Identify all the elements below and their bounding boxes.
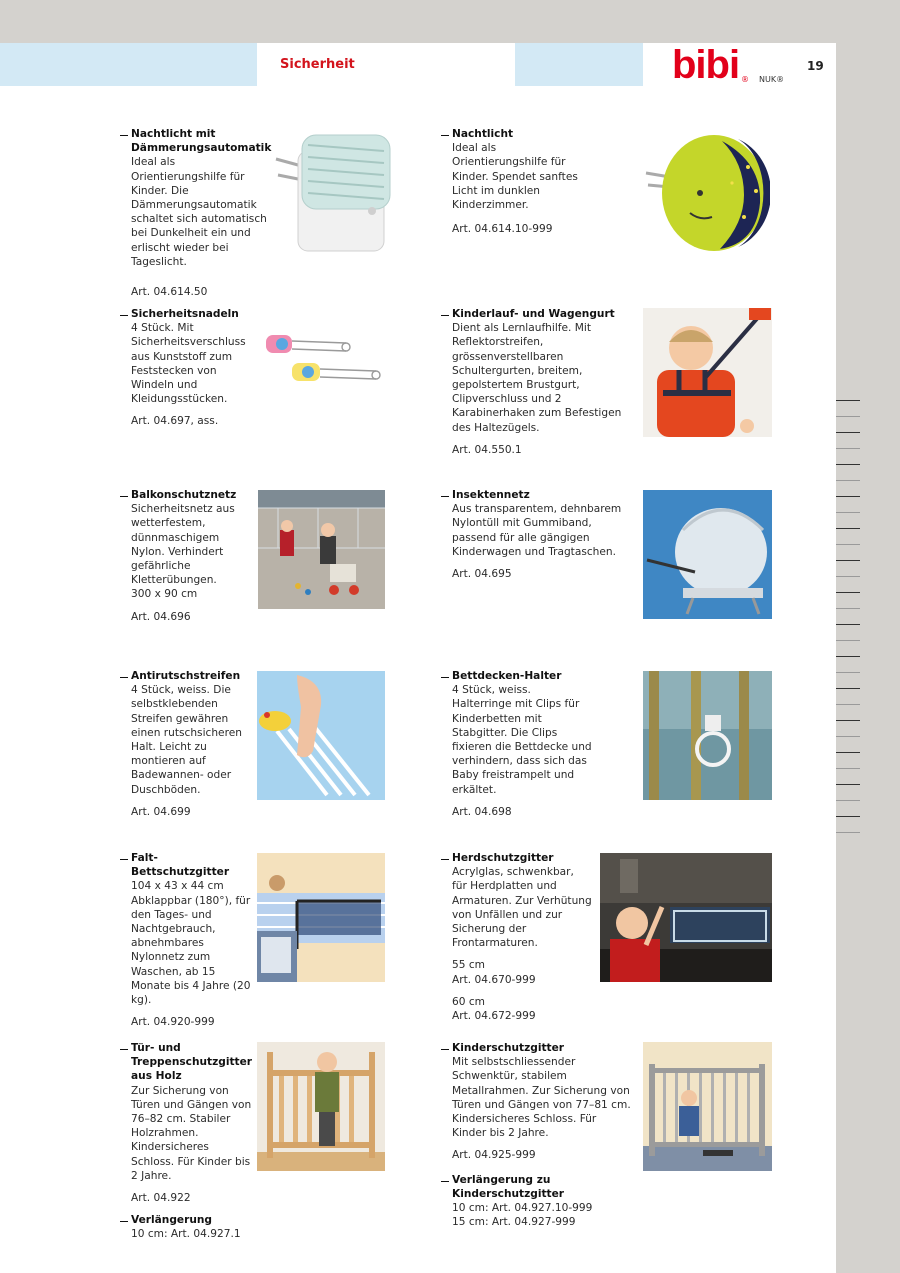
product-metal-gate xyxy=(452,1041,632,1229)
brand-reg: ® xyxy=(741,75,749,84)
product-desc: 104 x 43 x 44 cm Abklappbar (180°), für den Tages- und Nachtgebrauch, abnehmbares Nylonnetz zum Waschen, ab 15 Monate bis 4 Jahre (20 kg). xyxy=(131,880,251,1007)
extension-line: 10 cm: Art. 04.927.1 xyxy=(131,1228,241,1241)
product-title: Nachtlicht xyxy=(452,127,582,141)
product-art: Art. 04.614.10-999 xyxy=(452,223,553,236)
stove-guard-image xyxy=(600,853,772,982)
product-art: Art. 04.920-999 xyxy=(131,1016,215,1029)
extension-title: Verlängerung zu Kinderschutzgitter xyxy=(452,1173,632,1201)
product-art-2: Art. 04.672-999 xyxy=(452,1010,536,1023)
product-safety-pins xyxy=(131,307,251,429)
product-desc: 4 Stück, weiss. Die selbstklebenden Streifen gewähren einen rutschsicheren Halt. Leicht zu montieren auf Badewannen- oder Duschböden. xyxy=(131,684,242,796)
product-size-2: 60 cm xyxy=(452,995,485,1008)
product-title: Balkonschutznetz xyxy=(131,488,251,502)
product-insect-net xyxy=(452,488,624,581)
insect-net-image xyxy=(643,490,772,619)
product-title: Insektennetz xyxy=(452,488,624,502)
product-blanket-holder xyxy=(452,669,592,819)
product-title: Bettdecken-Halter xyxy=(452,669,592,683)
product-art: Art. 04.614.50 xyxy=(131,286,208,299)
product-stove-guard xyxy=(452,851,592,1023)
product-desc: Dient als Lernlaufhilfe. Mit Reflektorstreifen, grössenverstellbaren Schultergurten, breitem, gepolstertem Brustgurt, Clipverschluss und 2 Karabinerhaken zum Befestigen des Haltezügels. xyxy=(452,322,622,434)
blanket-holder-image xyxy=(643,671,772,800)
extension-line-2: 15 cm: Art. 04.927-999 xyxy=(452,1216,576,1229)
product-title: Sicherheitsnadeln xyxy=(131,307,251,321)
product-wooden-gate xyxy=(131,1041,255,1242)
product-desc: Acrylglas, schwenkbar, für Herdplatten und Armaturen. Zur Verhütung von Unfällen und zur Sicherung der Frontarmaturen. xyxy=(452,866,592,950)
product-title: Herdschutzgitter xyxy=(452,851,592,865)
nightlight-auto-image xyxy=(272,131,394,257)
page-number: 19 xyxy=(807,59,824,73)
product-art: Art. 04.699 xyxy=(131,805,191,818)
product-size: 300 x 90 cm xyxy=(131,588,198,601)
product-desc: Zur Sicherung von Türen und Gängen von 76–82 cm. Stabiler Holzrahmen. Kindersicheres Schloss. Für Kinder bis 2 Jahre. xyxy=(131,1084,252,1182)
product-desc: Mit selbstschliessender Schwenktür, stabilem Metallrahmen. Zur Sicherung von Türen und Gängen von 77–81 cm. Kindersicheres Schloss. Für Kinder bis 2 Jahre. xyxy=(452,1056,631,1140)
product-title: Nachtlicht mit Dämmerungsautomatik xyxy=(131,128,272,155)
product-art: Art. 04.922 xyxy=(131,1192,191,1205)
product-balcony-net xyxy=(131,488,251,624)
product-desc: 4 Stück, weiss. Halterringe mit Clips für Kinderbetten mit Stabgitter. Die Clips fixieren die Bettdecke und verhindern, dass sich das Baby freistrampelt und erkältet. xyxy=(452,684,592,796)
product-art: Art. 04.925-999 xyxy=(452,1149,536,1162)
product-art: Art. 04.696 xyxy=(131,610,191,623)
product-title: Kinderschutzgitter xyxy=(452,1041,632,1055)
product-bed-rail xyxy=(131,851,255,1029)
product-size-1: 55 cm xyxy=(452,959,485,972)
product-art: Art. 04.698 xyxy=(452,805,512,818)
metal-gate-image xyxy=(643,1042,772,1171)
bibi-logo xyxy=(672,43,792,89)
product-title: Antirutschstreifen xyxy=(131,669,251,683)
antislip-image xyxy=(257,671,385,800)
product-antislip xyxy=(131,669,251,819)
bed-rail-image xyxy=(257,853,385,982)
product-nightlight xyxy=(452,127,582,236)
product-art: Art. 04.695 xyxy=(452,568,512,581)
balcony-net-image xyxy=(258,490,385,609)
header-band-left xyxy=(0,43,257,86)
harness-image xyxy=(643,308,772,437)
product-nightlight-auto xyxy=(131,127,272,299)
product-art-1: Art. 04.670-999 xyxy=(452,973,536,986)
catalog-page xyxy=(0,43,836,1273)
side-index-lines xyxy=(836,385,860,833)
product-desc: 4 Stück. Mit Sicherheitsverschluss aus Kunststoff zum Feststecken von Windeln und Kleidungsstücken. xyxy=(131,322,246,406)
product-title: Kinderlauf- und Wagengurt xyxy=(452,307,624,321)
nightlight-moon-image xyxy=(640,133,770,257)
product-desc: Ideal als Orientierungshilfe für Kinder. Die Dämmerungsautomatik schaltet sich automatisch bei Dunkelheit ein und erlischt wieder bei Tageslicht. xyxy=(131,156,267,268)
product-title: Falt-Bettschutzgitter xyxy=(131,851,255,879)
product-title: Tür- und Treppenschutzgitter aus Holz xyxy=(131,1041,255,1084)
extension-line-1: 10 cm: Art. 04.927.10-999 xyxy=(452,1202,593,1215)
section-title: Sicherheit xyxy=(280,57,355,72)
wooden-gate-image xyxy=(257,1042,385,1171)
header-band-right xyxy=(515,43,643,86)
product-desc: Ideal als Orientierungshilfe für Kinder. Spendet sanftes Licht im dunklen Kinderzimmer. xyxy=(452,142,578,212)
product-desc: Sicherheitsnetz aus wetterfestem, dünnmaschigem Nylon. Verhindert gefährliche Kletterübungen. xyxy=(131,503,235,587)
product-art: Art. 04.697, ass. xyxy=(131,415,219,428)
brand-name: bibi xyxy=(672,43,740,87)
product-art: Art. 04.550.1 xyxy=(452,443,522,456)
extension-title: Verlängerung xyxy=(131,1213,255,1227)
safety-pins-image xyxy=(262,329,386,395)
product-desc: Aus transparentem, dehnbarem Nylontüll mit Gummiband, passend für alle gängigen Kinderwagen und Tragtaschen. xyxy=(452,503,622,558)
product-harness xyxy=(452,307,624,457)
sub-brand: NUK® xyxy=(759,75,785,84)
